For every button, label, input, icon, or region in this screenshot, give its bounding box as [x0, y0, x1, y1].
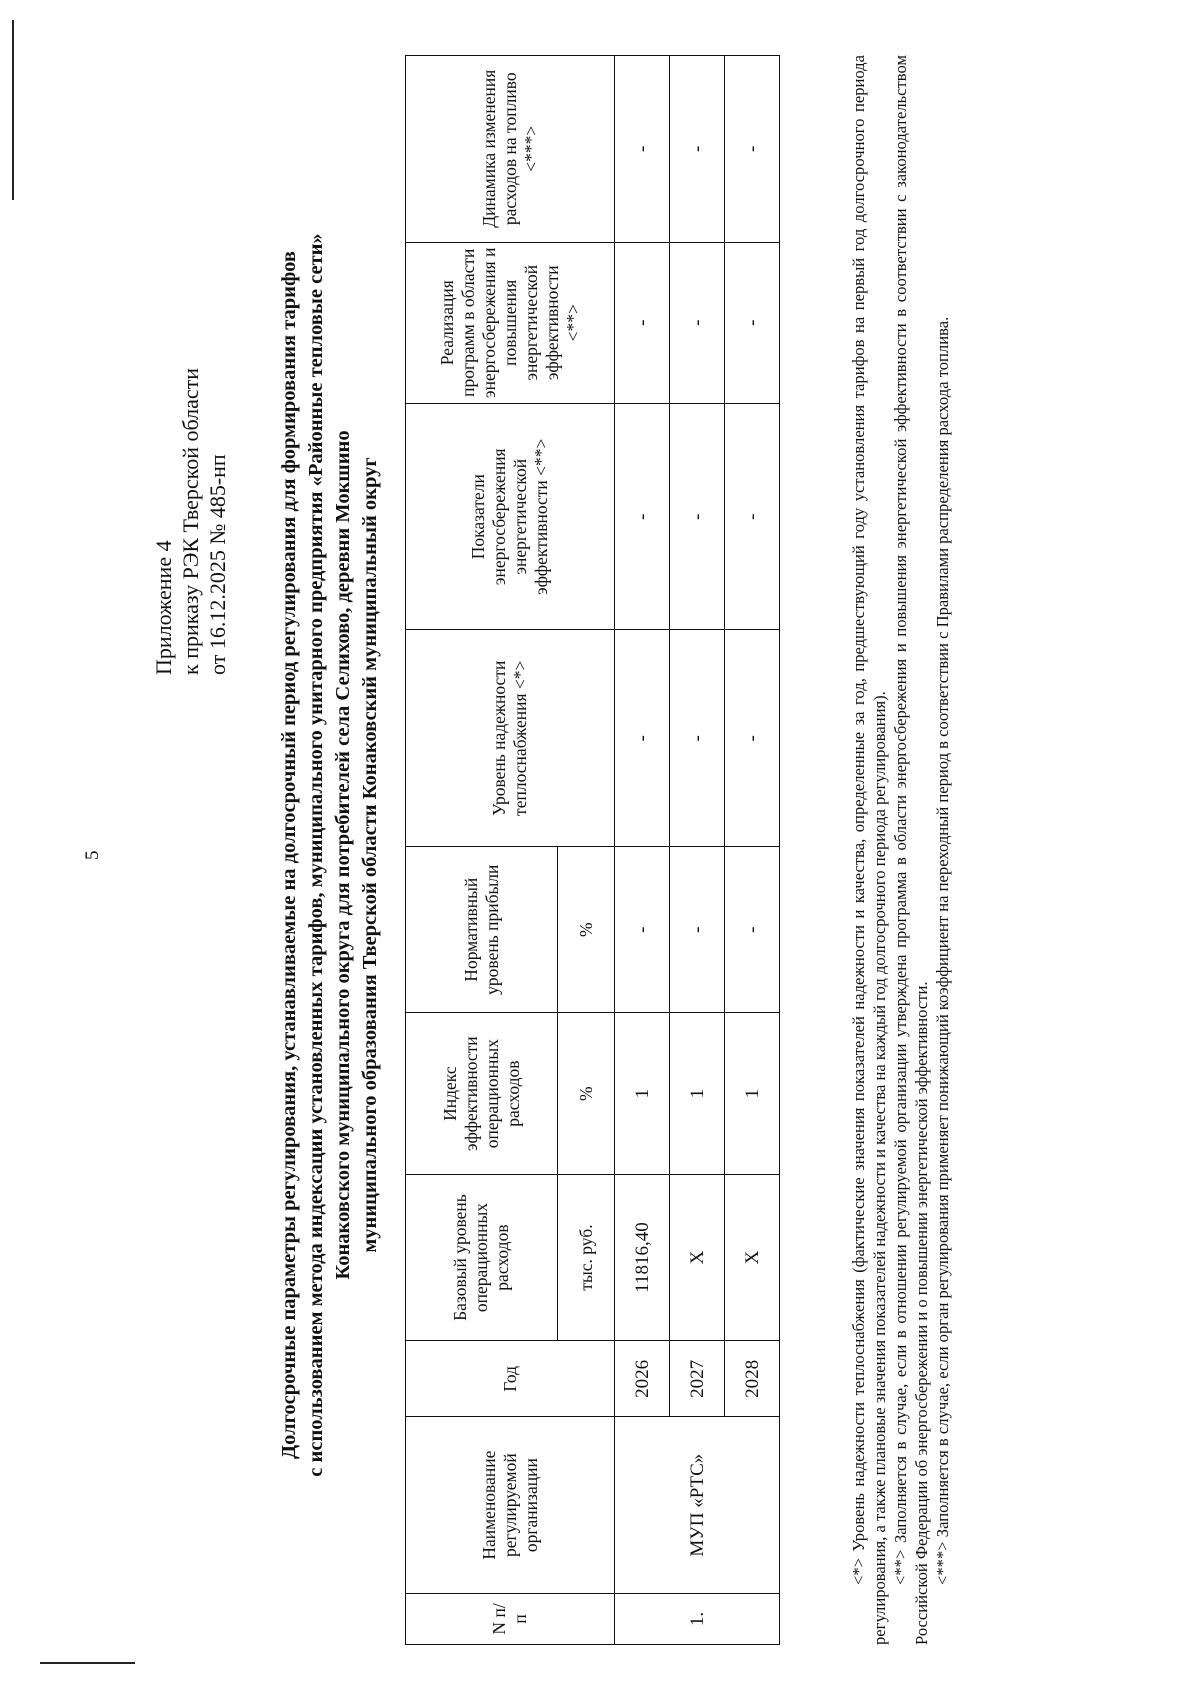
cell-energy-programs: -	[615, 242, 670, 403]
cell-profit-level: -	[615, 847, 670, 1013]
footnotes	[848, 55, 953, 1645]
header-fuel-dynamics: Динамика изменения расходов на топливо <***>	[406, 56, 615, 243]
table-header-row	[406, 56, 558, 1645]
header-org: Наименование регулируемой организации	[406, 1417, 615, 1593]
cell-year: 2028	[725, 1341, 780, 1417]
cell-reliability: -	[615, 630, 670, 847]
cell-base-opex: X	[670, 1174, 725, 1340]
cell-reliability: -	[670, 630, 725, 847]
appendix-line-1: Приложение 4	[151, 540, 176, 675]
unit-efficiency-index: %	[558, 1013, 615, 1174]
appendix-line-2: к приказу РЭК Тверской области	[178, 367, 203, 675]
title-line-3: Конаковского муниципального округа для потребителей села Селихово, деревни Мокшино	[332, 430, 354, 1280]
title-line-2: с использованием метода индексации установленных тарифов, муниципального унитарного предприятия «Районные тепловые сети»	[305, 233, 327, 1477]
cell-fuel-dynamics: -	[615, 56, 670, 243]
header-n: N п/п	[406, 1593, 615, 1644]
cell-energy-programs: -	[725, 242, 780, 403]
unit-base-opex: тыс. руб.	[558, 1174, 615, 1340]
footnote-fuel: <***> Заполняется в случае, если орган регулирования применяет понижающий коэффициент на переходный период в соответствии с Правилами распределения расхода топлива.	[933, 316, 952, 1585]
cell-base-opex: X	[725, 1174, 780, 1340]
header-energy-programs: Реализация программ в области энергосбережения и повышения энергетической эффективности <**>	[406, 242, 615, 403]
header-reliability: Уровень надежности теплоснабжения <*>	[406, 630, 615, 847]
table-row	[670, 56, 725, 1645]
appendix-line-3: от 16.12.2025 № 485-нп	[205, 454, 230, 675]
header-base-opex: Базовый уровень операционных расходов	[406, 1174, 558, 1340]
cell-n: 1.	[615, 1593, 780, 1644]
header-energy-indicators: Показатели энергосбережения энергетической эффективности <**>	[406, 403, 615, 630]
table-row	[725, 56, 780, 1645]
cell-base-opex: 11816,40	[615, 1174, 670, 1340]
header-year: Год	[406, 1341, 615, 1417]
parameters-table	[405, 55, 780, 1645]
cell-energy-programs: -	[670, 242, 725, 403]
cell-year: 2026	[615, 1341, 670, 1417]
cell-year: 2027	[670, 1341, 725, 1417]
title-line-1: Долгосрочные параметры регулирования, устанавливаемые на долгосрочный период регулирования для формирования тарифов	[278, 251, 300, 1459]
page-number: 5	[82, 850, 103, 860]
cell-fuel-dynamics: -	[670, 56, 725, 243]
header-efficiency-index: Индекс эффективности операционных расходов	[406, 1013, 558, 1174]
cell-profit-level: -	[670, 847, 725, 1013]
table-row	[615, 56, 670, 1645]
footnote-energy-program: <**> Заполняется в случае, если в отношении регулируемой организации утверждена программа в области энергосбережения и повышения энергетической эффективности в соответствии с законодательством Российской Федерации об энергосбережении и о повышении энергетической эффективности.	[891, 55, 931, 1645]
appendix-header	[150, 55, 231, 675]
cell-efficiency-index: 1	[615, 1013, 670, 1174]
cell-energy-indicators: -	[615, 403, 670, 630]
cell-reliability: -	[725, 630, 780, 847]
footnote-reliability: <*> Уровень надежности теплоснабжения (фактические значения показателей надежности и качества, определенные за год, предшествующий году установления тарифов на первый год долгосрочного периода регулирования, а также плановые значения показателей надежности и качества на каждый год долгосрочного периода регулирования).	[849, 55, 889, 1645]
header-profit-level: Нормативный уровень прибыли	[406, 847, 558, 1013]
title-line-4: муниципального образования Тверской области Конаковский муниципальный округ	[359, 457, 381, 1253]
cell-efficiency-index: 1	[725, 1013, 780, 1174]
cell-org: МУП «РТС»	[615, 1417, 780, 1593]
cell-fuel-dynamics: -	[725, 56, 780, 243]
cell-energy-indicators: -	[725, 403, 780, 630]
cell-energy-indicators: -	[670, 403, 725, 630]
cell-efficiency-index: 1	[670, 1013, 725, 1174]
unit-profit-level: %	[558, 847, 615, 1013]
document-title	[276, 145, 384, 1565]
cell-profit-level: -	[725, 847, 780, 1013]
